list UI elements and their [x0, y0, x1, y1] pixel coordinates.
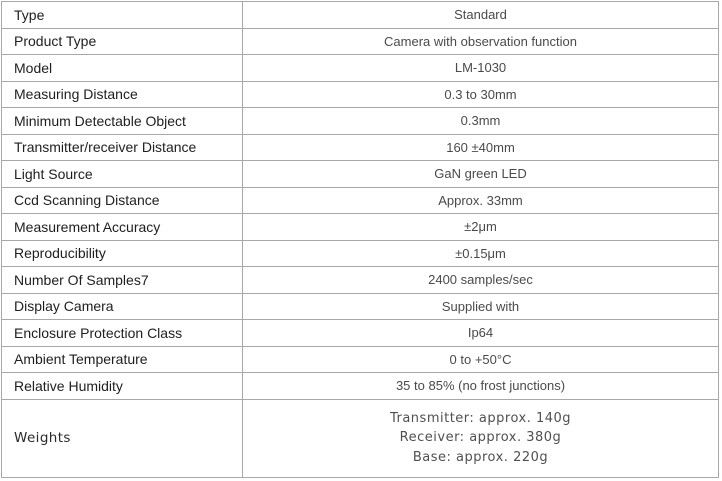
spec-value: 2400 samples/sec	[243, 267, 719, 294]
table-row	[2, 240, 719, 267]
table-row	[2, 293, 719, 320]
table-row	[2, 320, 719, 347]
weights-line-base: Base: approx. 220g	[412, 449, 549, 465]
spec-label: Enclosure Protection Class	[2, 320, 243, 347]
table-row	[2, 28, 719, 55]
spec-label: Transmitter/receiver Distance	[2, 134, 243, 161]
spec-value: 0.3 to 30mm	[243, 81, 719, 108]
spec-value: 0.3mm	[243, 108, 719, 135]
spec-value: Approx. 33mm	[243, 187, 719, 214]
spec-label: Type	[2, 2, 243, 29]
spec-label: Product Type	[2, 28, 243, 55]
weights-line-transmitter: Transmitter: approx. 140g	[389, 410, 572, 426]
spec-label: Number Of Samples7	[2, 267, 243, 294]
spec-value: Supplied with	[243, 293, 719, 320]
spec-label: Ambient Temperature	[2, 346, 243, 373]
spec-value: Ip64	[243, 320, 719, 347]
weights-label: Weights	[2, 399, 243, 477]
table-row	[2, 81, 719, 108]
table-row-weights	[2, 399, 719, 477]
spec-label: Ccd Scanning Distance	[2, 187, 243, 214]
spec-value: Standard	[243, 2, 719, 29]
table-row	[2, 214, 719, 241]
spec-value: ±2μm	[243, 214, 719, 241]
spec-table	[1, 1, 719, 478]
spec-value: Camera with observation function	[243, 28, 719, 55]
spec-label: Minimum Detectable Object	[2, 108, 243, 135]
table-row	[2, 373, 719, 400]
spec-label: Reproducibility	[2, 240, 243, 267]
spec-label: Display Camera	[2, 293, 243, 320]
spec-value: 35 to 85% (no frost junctions)	[243, 373, 719, 400]
spec-label: Measuring Distance	[2, 81, 243, 108]
spec-value: 160 ±40mm	[243, 134, 719, 161]
table-row	[2, 2, 719, 29]
spec-value: 0 to +50°C	[243, 346, 719, 373]
spec-label: Model	[2, 55, 243, 82]
spec-value: ±0.15μm	[243, 240, 719, 267]
table-row	[2, 55, 719, 82]
table-row	[2, 267, 719, 294]
table-row	[2, 187, 719, 214]
spec-label: Measurement Accuracy	[2, 214, 243, 241]
spec-value: GaN green LED	[243, 161, 719, 188]
weights-value	[243, 399, 719, 477]
table-row	[2, 346, 719, 373]
spec-label: Relative Humidity	[2, 373, 243, 400]
table-row	[2, 108, 719, 135]
table-row	[2, 161, 719, 188]
weights-line-receiver: Receiver: approx. 380g	[399, 430, 562, 446]
spec-value: LM-1030	[243, 55, 719, 82]
spec-label: Light Source	[2, 161, 243, 188]
table-row	[2, 134, 719, 161]
